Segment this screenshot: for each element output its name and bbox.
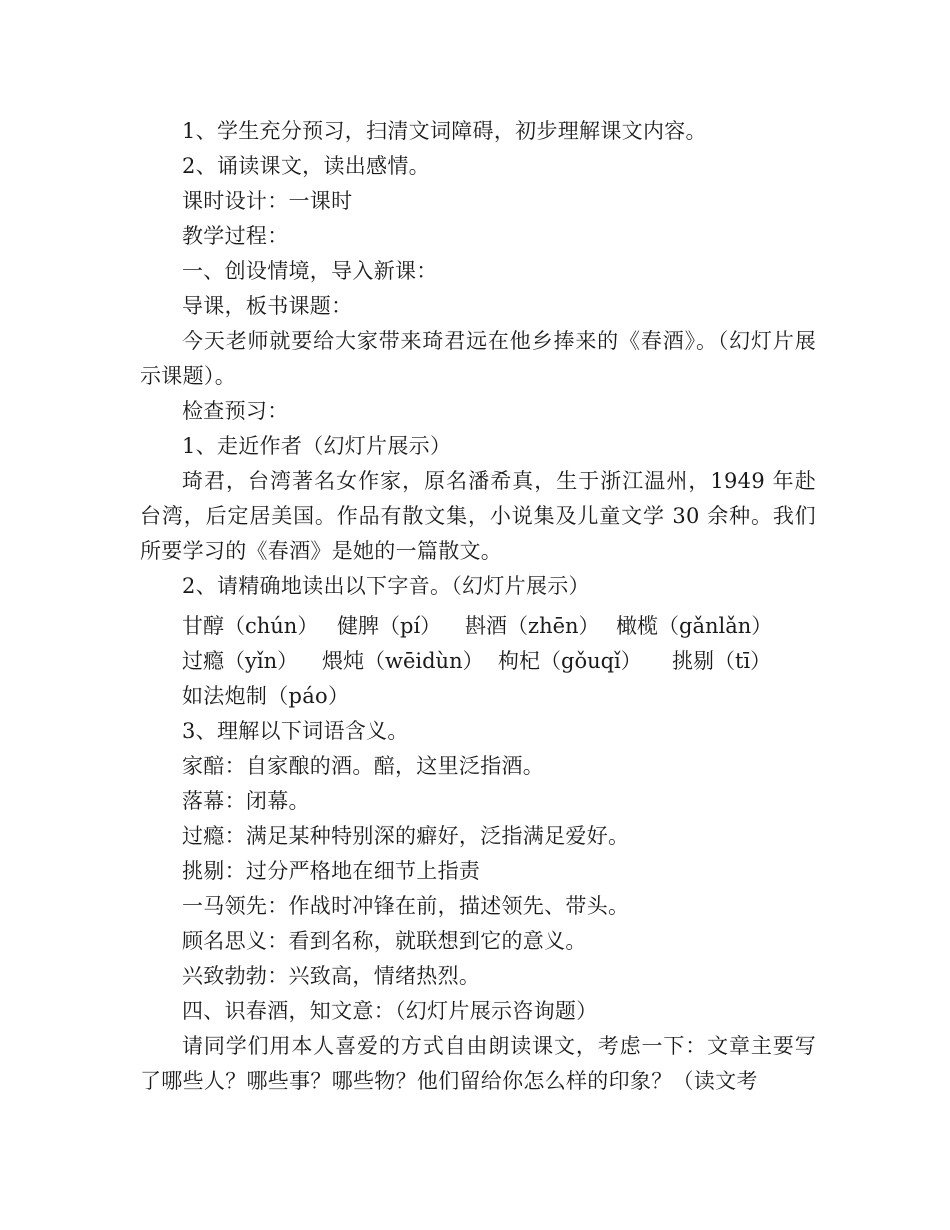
- lesson-time: 课时设计：一课时: [182, 189, 353, 213]
- pinyin-item: 斟酒（zhēn）: [465, 614, 600, 638]
- pinyin-item: 枸杞（gǒuqǐ）: [498, 649, 642, 673]
- pinyin-item: 橄榄（gǎnlǎn）: [616, 614, 773, 638]
- vocab-item: 落幕：闭幕。: [182, 789, 310, 813]
- pinyin-item: 挑剔（tī）: [672, 649, 772, 673]
- pinyin-item: 甘醇（chún）: [182, 614, 319, 638]
- pronunciation-heading: 2、请精确地读出以下字音。（幻灯片展示）: [182, 574, 590, 598]
- vocab-item: 过瘾：满足某种特别深的癖好，泛指满足爱好。: [182, 824, 630, 848]
- objective-2: 2、诵读课文，读出感情。: [182, 154, 430, 178]
- pinyin-item: 过瘾（yǐn）: [182, 649, 299, 673]
- vocab-item: 挑剔：过分严格地在细节上指责: [182, 859, 481, 883]
- intro-label: 导课，板书课题：: [182, 294, 353, 318]
- pinyin-item: 健脾（pí）: [337, 614, 442, 638]
- vocab-item: 一马领先：作战时冲锋在前，描述领先、带头。: [182, 894, 630, 918]
- teaching-process-heading: 教学过程：: [182, 224, 289, 248]
- vocab-item: 兴致勃勃：兴致高，情绪热烈。: [182, 964, 481, 988]
- pinyin-item: 煨炖（wēidùn）: [322, 649, 484, 673]
- pinyin-extra: 如法炮制（páo）: [182, 684, 350, 708]
- reading-task-paragraph: 请同学们用本人喜爱的方式自由朗读课文，考虑一下：文章主要写了哪些人？哪些事？哪些物？他们留给你怎么样的印象？（读文考: [140, 1034, 816, 1093]
- author-paragraph: 琦君，台湾著名女作家，原名潘希真，生于浙江温州，1949 年赴台湾，后定居美国。作品有散文集，小说集及儿童文学 30 余种。我们所要学习的《春酒》是她的一篇散文。: [140, 469, 816, 563]
- vocab-item: 家醅：自家酿的酒。醅，这里泛指酒。: [182, 754, 545, 778]
- author-heading: 1、走近作者（幻灯片展示）: [182, 434, 452, 458]
- intro-paragraph: 今天老师就要给大家带来琦君远在他乡捧来的《春酒》。（幻灯片展示课题）。: [140, 329, 816, 388]
- preview-heading: 检查预习：: [182, 399, 289, 423]
- objective-1: 1、学生充分预习，扫清文词障碍，初步理解课文内容。: [182, 119, 707, 143]
- vocab-heading: 3、理解以下词语含义。: [182, 719, 409, 743]
- section-4-heading: 四、识春酒，知文意：（幻灯片展示咨询题）: [182, 999, 598, 1023]
- section-1-heading: 一、创设情境，导入新课：: [182, 259, 438, 283]
- vocab-item: 顾名思义：看到名称，就联想到它的意义。: [182, 929, 587, 953]
